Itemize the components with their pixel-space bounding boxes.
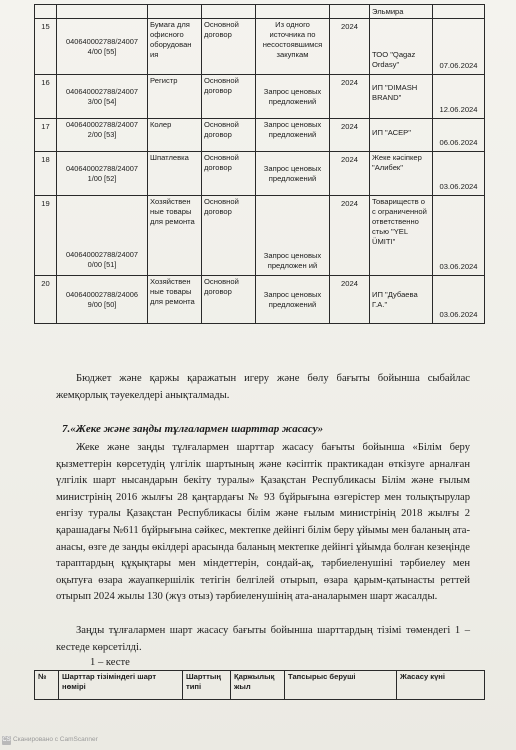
column-header: Қаржылық жыл: [231, 671, 285, 700]
table-row: [35, 75, 485, 119]
row-number: 17: [35, 119, 57, 152]
lot-number: 040640002788/24007 0/00 [51]: [57, 196, 148, 276]
contract-type: Основной договор: [202, 152, 256, 196]
lot-number: 040640002788/24007 2/00 [53]: [57, 119, 148, 152]
contracts-list-table: [34, 670, 485, 700]
contract-date: 06.06.2024: [433, 119, 485, 152]
supplier-cell: Эльмира: [370, 5, 433, 19]
contract-type: Основной договор: [202, 75, 256, 119]
contracts-paragraph: Жеке және заңды тұлғалармен шарттар жасасу бағыты бойынша «Білім беру қызметтерін көрсетудің үлгілік шартының және кәсіптік практикадан өткізуге арналған үлгілік шарт нысандарын бекіту туралы» Қазақстан Республикасы Білім және ғылым министрінің 2016 жылғы 28 қаңтардағы № 93 бұйрығына өзгерістер мен толықтырулар енгізу туралы Қазақстан Республикасы білім және ғылым министрінің 2018 жылғы 2 қарашадағы №611 бұйрығына сәйкес, мектепке дейінгі білім беру ұйымы мен баланың ата-анасы, өзге де заңды өкілдері арасында баланың мектепке дейінгі ұйымда болған кезеңінде тараптардың құқықтары мен міндеттерін, сондай-ақ, тәрбиеленушіні тәрбиелеу мен оқытуға өзара жауапкершілік тетігін белгілей отырып, өзара қарым-қатынасты реттей отырып 2024 жылы 130 (жүз отыз) тәрбиеленушінің ата-аналарымен шарт жасалды.: [56, 442, 470, 603]
table-caption: 1 – кесте: [90, 657, 130, 668]
contract-type: Основной договор: [202, 19, 256, 75]
procurement-method: Из одного источника по несостоявшимся закупкам: [256, 19, 330, 75]
fiscal-year: 2024: [330, 19, 370, 75]
column-header: Тапсырыс беруші: [285, 671, 397, 700]
table-row: [35, 5, 485, 19]
procurement-method: Запрос ценовых предложений: [256, 75, 330, 119]
list-paragraph: Заңды тұлғалармен шарт жасасу бағыты бойынша шарттардың тізімі төмендегі 1 – кестеде көрсетілді.: [56, 625, 470, 653]
fiscal-year: 2024: [330, 75, 370, 119]
contract-type: Основной договор: [202, 196, 256, 276]
supplier: ИП "DIMASH BRAND": [370, 75, 433, 119]
row-number: 16: [35, 75, 57, 119]
row-number: 20: [35, 276, 57, 324]
lot-number: 040640002788/24007 3/00 [54]: [57, 75, 148, 119]
fiscal-year: 2024: [330, 276, 370, 324]
scanner-watermark: [2, 736, 98, 745]
item-name: Хозяйствен ные товары для ремонта: [148, 196, 202, 276]
contract-date: 03.06.2024: [433, 152, 485, 196]
table-row: [35, 276, 485, 324]
procurement-method: Запрос ценовых предложен ий: [256, 196, 330, 276]
supplier: Товариществ о с ограниченной ответственно стью "YEL ÜMITI": [370, 196, 433, 276]
supplier: Жеке кәсіпкер "Алибек": [370, 152, 433, 196]
contract-date: 03.06.2024: [433, 196, 485, 276]
table-row: [35, 19, 485, 75]
column-header: Шарттар тізіміндегі шарт нөмірі: [59, 671, 183, 700]
row-number: 15: [35, 19, 57, 75]
table-row: [35, 119, 485, 152]
fiscal-year: 2024: [330, 152, 370, 196]
procurement-method: Запрос ценовых предложений: [256, 152, 330, 196]
row-number: 18: [35, 152, 57, 196]
contract-date: 03.06.2024: [433, 276, 485, 324]
supplier: ТОО "Qagaz Ordasy": [370, 19, 433, 75]
column-header: №: [35, 671, 59, 700]
camscanner-logo-icon: CS: [2, 737, 11, 743]
table-row: [35, 196, 485, 276]
budget-paragraph: Бюджет және қаржы қаражатын игеру және бөлу бағыты бойынша сыбайлас жемқорлық тәуекелдері анықталмады.: [56, 373, 470, 401]
supplier: ИП "Дубаева Г.А.": [370, 276, 433, 324]
fiscal-year: 2024: [330, 119, 370, 152]
lot-number: 040640002788/24006 9/00 [50]: [57, 276, 148, 324]
row-number: 19: [35, 196, 57, 276]
lot-number: 040640002788/24007 1/00 [52]: [57, 152, 148, 196]
lot-number: 040640002788/24007 4/00 [55]: [57, 19, 148, 75]
table-row: [35, 152, 485, 196]
fiscal-year: 2024: [330, 196, 370, 276]
item-name: Колер: [148, 119, 202, 152]
table-header-row: [35, 671, 485, 700]
contract-type: Основной договор: [202, 119, 256, 152]
item-name: Хозяйствен ные товары для ремонта: [148, 276, 202, 324]
procurement-method: Запрос ценовых предложений: [256, 276, 330, 324]
procurement-table: [34, 4, 485, 324]
procurement-method: Запрос ценовых предложений: [256, 119, 330, 152]
watermark-text: Сканировано с CamScanner: [13, 736, 98, 743]
contract-date: 07.06.2024: [433, 19, 485, 75]
supplier: ИП "АСЕР": [370, 119, 433, 152]
section-heading: 7.«Жеке және заңды тұлғалармен шарттар жасасу»: [62, 423, 324, 435]
item-name: Регистр: [148, 75, 202, 119]
column-header: Шарттың типі: [183, 671, 231, 700]
contract-date: 12.06.2024: [433, 75, 485, 119]
item-name: Бумага для офисного оборудован ия: [148, 19, 202, 75]
contract-type: Основной договор: [202, 276, 256, 324]
column-header: Жасасу күні: [397, 671, 485, 700]
item-name: Шпатлевка: [148, 152, 202, 196]
